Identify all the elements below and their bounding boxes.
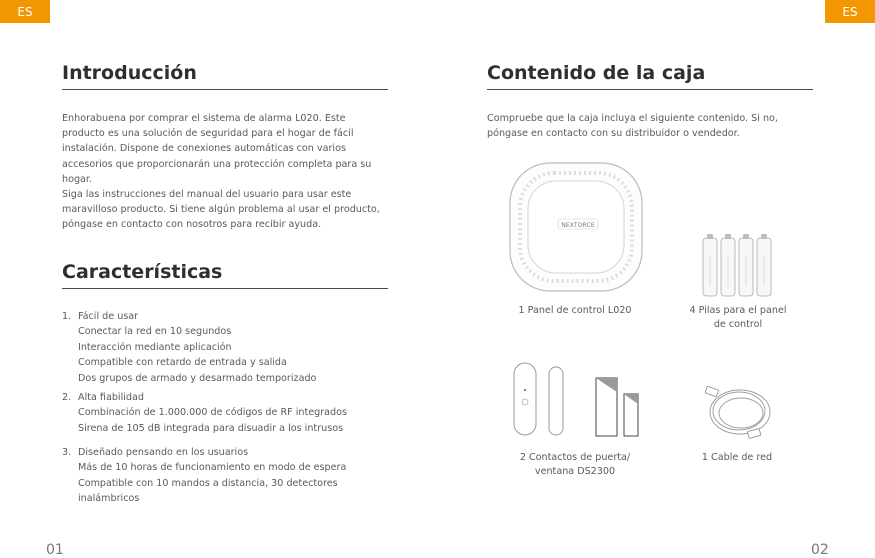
page-number-right: 02 (811, 542, 829, 558)
caption-batteries: 4 Pilas para el panel de control (689, 305, 787, 330)
page-number-left: 01 (46, 542, 64, 558)
feature-detail: Sirena de 105 dB integrada para disuadir a los intrusos (78, 422, 344, 434)
caption-control-panel: 1 Panel de control L020 (518, 305, 632, 316)
intro-heading: Introducción (62, 62, 388, 90)
feature-number: 1. (62, 311, 72, 322)
network-cable-icon (704, 380, 774, 440)
feature-item (62, 445, 382, 507)
feature-detail: Más de 10 horas de funcionamiento en modo de espera (78, 462, 347, 474)
door-contacts-icon (512, 362, 642, 438)
feature-title: Diseñado pensando en los usuarios (78, 447, 249, 458)
batteries-icon (700, 234, 776, 298)
feature-title: Fácil de usar (78, 311, 139, 322)
feature-detail: Conectar la red en 10 segundos (78, 326, 232, 338)
feature-item (62, 390, 382, 436)
intro-paragraph-1: Enhorabuena por comprar el sistema de alarma L020. Este producto es una solución de seguridad para el hogar de fácil instalación. Dispone de conexiones automáticas con varios accesorios que proporcionarán una protección completa para su hogar. (62, 113, 372, 185)
caption-network-cable: 1 Cable de red (701, 452, 773, 463)
caption-door-contacts: 2 Contactos de puerta/ ventana DS2300 (519, 452, 631, 477)
language-tab-left: ES (0, 0, 50, 23)
intro-text (62, 111, 390, 233)
feature-title: Alta fiabilidad (78, 392, 144, 403)
panel-brand-text: NEXTORCE (561, 222, 595, 229)
feature-detail: Interacción mediante aplicación (78, 341, 232, 353)
feature-detail: Dos grupos de armado y desarmado temporizado (78, 372, 317, 384)
box-intro-text (487, 111, 807, 141)
intro-paragraph-2: Siga las instrucciones del manual del usuario para usar este maravilloso producto. Si tiene algún problema al usar el producto, póngase en contacto con nosotros para recibir ayuda. (62, 189, 380, 231)
feature-number: 3. (62, 447, 72, 458)
control-panel-icon (506, 157, 646, 297)
feature-item (62, 309, 382, 386)
feature-detail: Combinación de 1.000.000 de códigos de RF integrados (78, 407, 347, 419)
box-heading: Contenido de la caja (487, 62, 813, 90)
feature-detail: Compatible con retardo de entrada y salida (78, 357, 287, 369)
feature-detail: Compatible con 10 mandos a distancia, 30 detectores inalámbricos (78, 477, 338, 505)
features-heading: Características (62, 261, 388, 289)
box-intro-paragraph: Compruebe que la caja incluya el siguiente contenido. Si no, póngase en contacto con su distribuidor o vendedor. (487, 113, 778, 140)
feature-number: 2. (62, 392, 72, 403)
language-tab-right: ES (825, 0, 875, 23)
